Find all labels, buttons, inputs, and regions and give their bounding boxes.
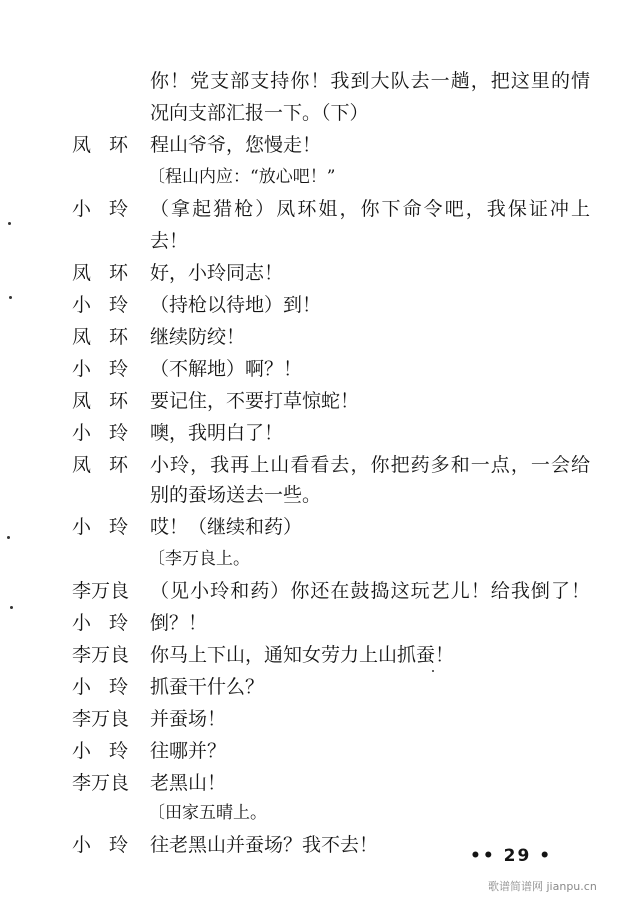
dialogue-line — [0, 258, 640, 288]
dialogue-text: 你马上下山，通知女劳力上山抓蚕！ — [150, 644, 455, 666]
dialogue-text: 并蚕场！ — [150, 708, 227, 730]
dialogue-text: 小玲，我再上山看看去，你把药多和一点，一会给 — [150, 454, 590, 476]
dialogue-line — [0, 322, 640, 352]
watermark: 歌谱简谱网 jianpu.cn — [488, 880, 597, 893]
dialogue-line — [0, 226, 640, 256]
dialogue-text: 你！党支部支持你！我到大队去一趟，把这里的情 — [150, 70, 590, 92]
page-number: •• 29 • — [470, 846, 553, 866]
speaker-name: 小玲 — [72, 676, 147, 698]
speaker-name: 小玲 — [72, 612, 147, 634]
dialogue-line — [0, 512, 640, 542]
speaker-name: 李万良 — [72, 772, 130, 794]
dialogue-text: 往哪并？ — [150, 740, 227, 762]
dialogue-text: （不解地）啊？！ — [150, 358, 303, 380]
scan-speck — [8, 222, 11, 225]
dialogue-line — [0, 66, 640, 96]
speaker-name: 小玲 — [72, 198, 147, 220]
dialogue-line — [0, 736, 640, 766]
stage-direction-line — [0, 162, 640, 192]
dialogue-text: 去！ — [150, 230, 189, 252]
dialogue-line — [0, 418, 640, 448]
dialogue-text: 老黑山！ — [150, 772, 227, 794]
stage-direction: 〔程山内应：“放心吧！” — [148, 167, 336, 187]
dialogue-line — [0, 576, 640, 606]
dialogue-line — [0, 130, 640, 160]
dialogue-line — [0, 672, 640, 702]
dialogue-text: 继续防绞！ — [150, 326, 246, 348]
dialogue-line — [0, 450, 640, 480]
dialogue-text: 程山爷爷，您慢走！ — [150, 134, 322, 156]
dialogue-text: 噢，我明白了！ — [150, 422, 284, 444]
dialogue-text: 哎！（继续和药） — [150, 516, 303, 538]
dialogue-line — [0, 386, 640, 416]
dialogue-text: （持枪以待地）到！ — [150, 294, 322, 316]
stage-direction-line — [0, 544, 640, 574]
dialogue-text: 抓蚕干什么？ — [150, 676, 265, 698]
dialogue-text: 要记住，不要打草惊蛇！ — [150, 390, 360, 412]
speaker-name: 小玲 — [72, 358, 147, 380]
dialogue-line — [0, 290, 640, 320]
dialogue-text: 往老黑山并蚕场？我不去！ — [150, 834, 379, 856]
dialogue-line — [0, 98, 640, 128]
dialogue-text: 况向支部汇报一下。（下） — [150, 102, 369, 124]
speaker-name: 凤环 — [72, 262, 147, 284]
speaker-name: 小玲 — [72, 422, 147, 444]
scan-speck — [7, 536, 10, 539]
speaker-name: 小玲 — [72, 516, 147, 538]
scan-speck — [9, 296, 12, 299]
speaker-name: 李万良 — [72, 708, 130, 730]
speaker-name: 李万良 — [72, 580, 130, 602]
scan-speck — [432, 670, 434, 672]
speaker-name: 小玲 — [72, 740, 147, 762]
speaker-name: 凤环 — [72, 390, 147, 412]
dialogue-text: （拿起猎枪）凤环姐，你下命令吧，我保证冲上 — [150, 198, 590, 220]
dialogue-line — [0, 704, 640, 734]
dialogue-text: 好，小玲同志！ — [150, 262, 284, 284]
dialogue-line — [0, 480, 640, 510]
speaker-name: 小玲 — [72, 834, 147, 856]
scan-speck — [10, 606, 13, 609]
dialogue-line — [0, 640, 640, 670]
stage-direction-line — [0, 798, 640, 828]
dialogue-text: 倒？！ — [150, 612, 208, 634]
speaker-name: 李万良 — [72, 644, 130, 666]
speaker-name: 凤环 — [72, 454, 147, 476]
speaker-name: 凤环 — [72, 134, 147, 156]
speaker-name: 小玲 — [72, 294, 147, 316]
dialogue-line — [0, 194, 640, 224]
dialogue-text: 别的蚕场送去一些。 — [150, 484, 322, 506]
dialogue-line — [0, 768, 640, 798]
stage-direction: 〔田家五晴上。 — [148, 803, 267, 823]
dialogue-text: （见小玲和药）你还在鼓捣这玩艺儿！给我倒了！ — [150, 580, 590, 602]
dialogue-line — [0, 608, 640, 638]
stage-direction: 〔李万良上。 — [148, 549, 250, 569]
dialogue-line — [0, 354, 640, 384]
speaker-name: 凤环 — [72, 326, 147, 348]
